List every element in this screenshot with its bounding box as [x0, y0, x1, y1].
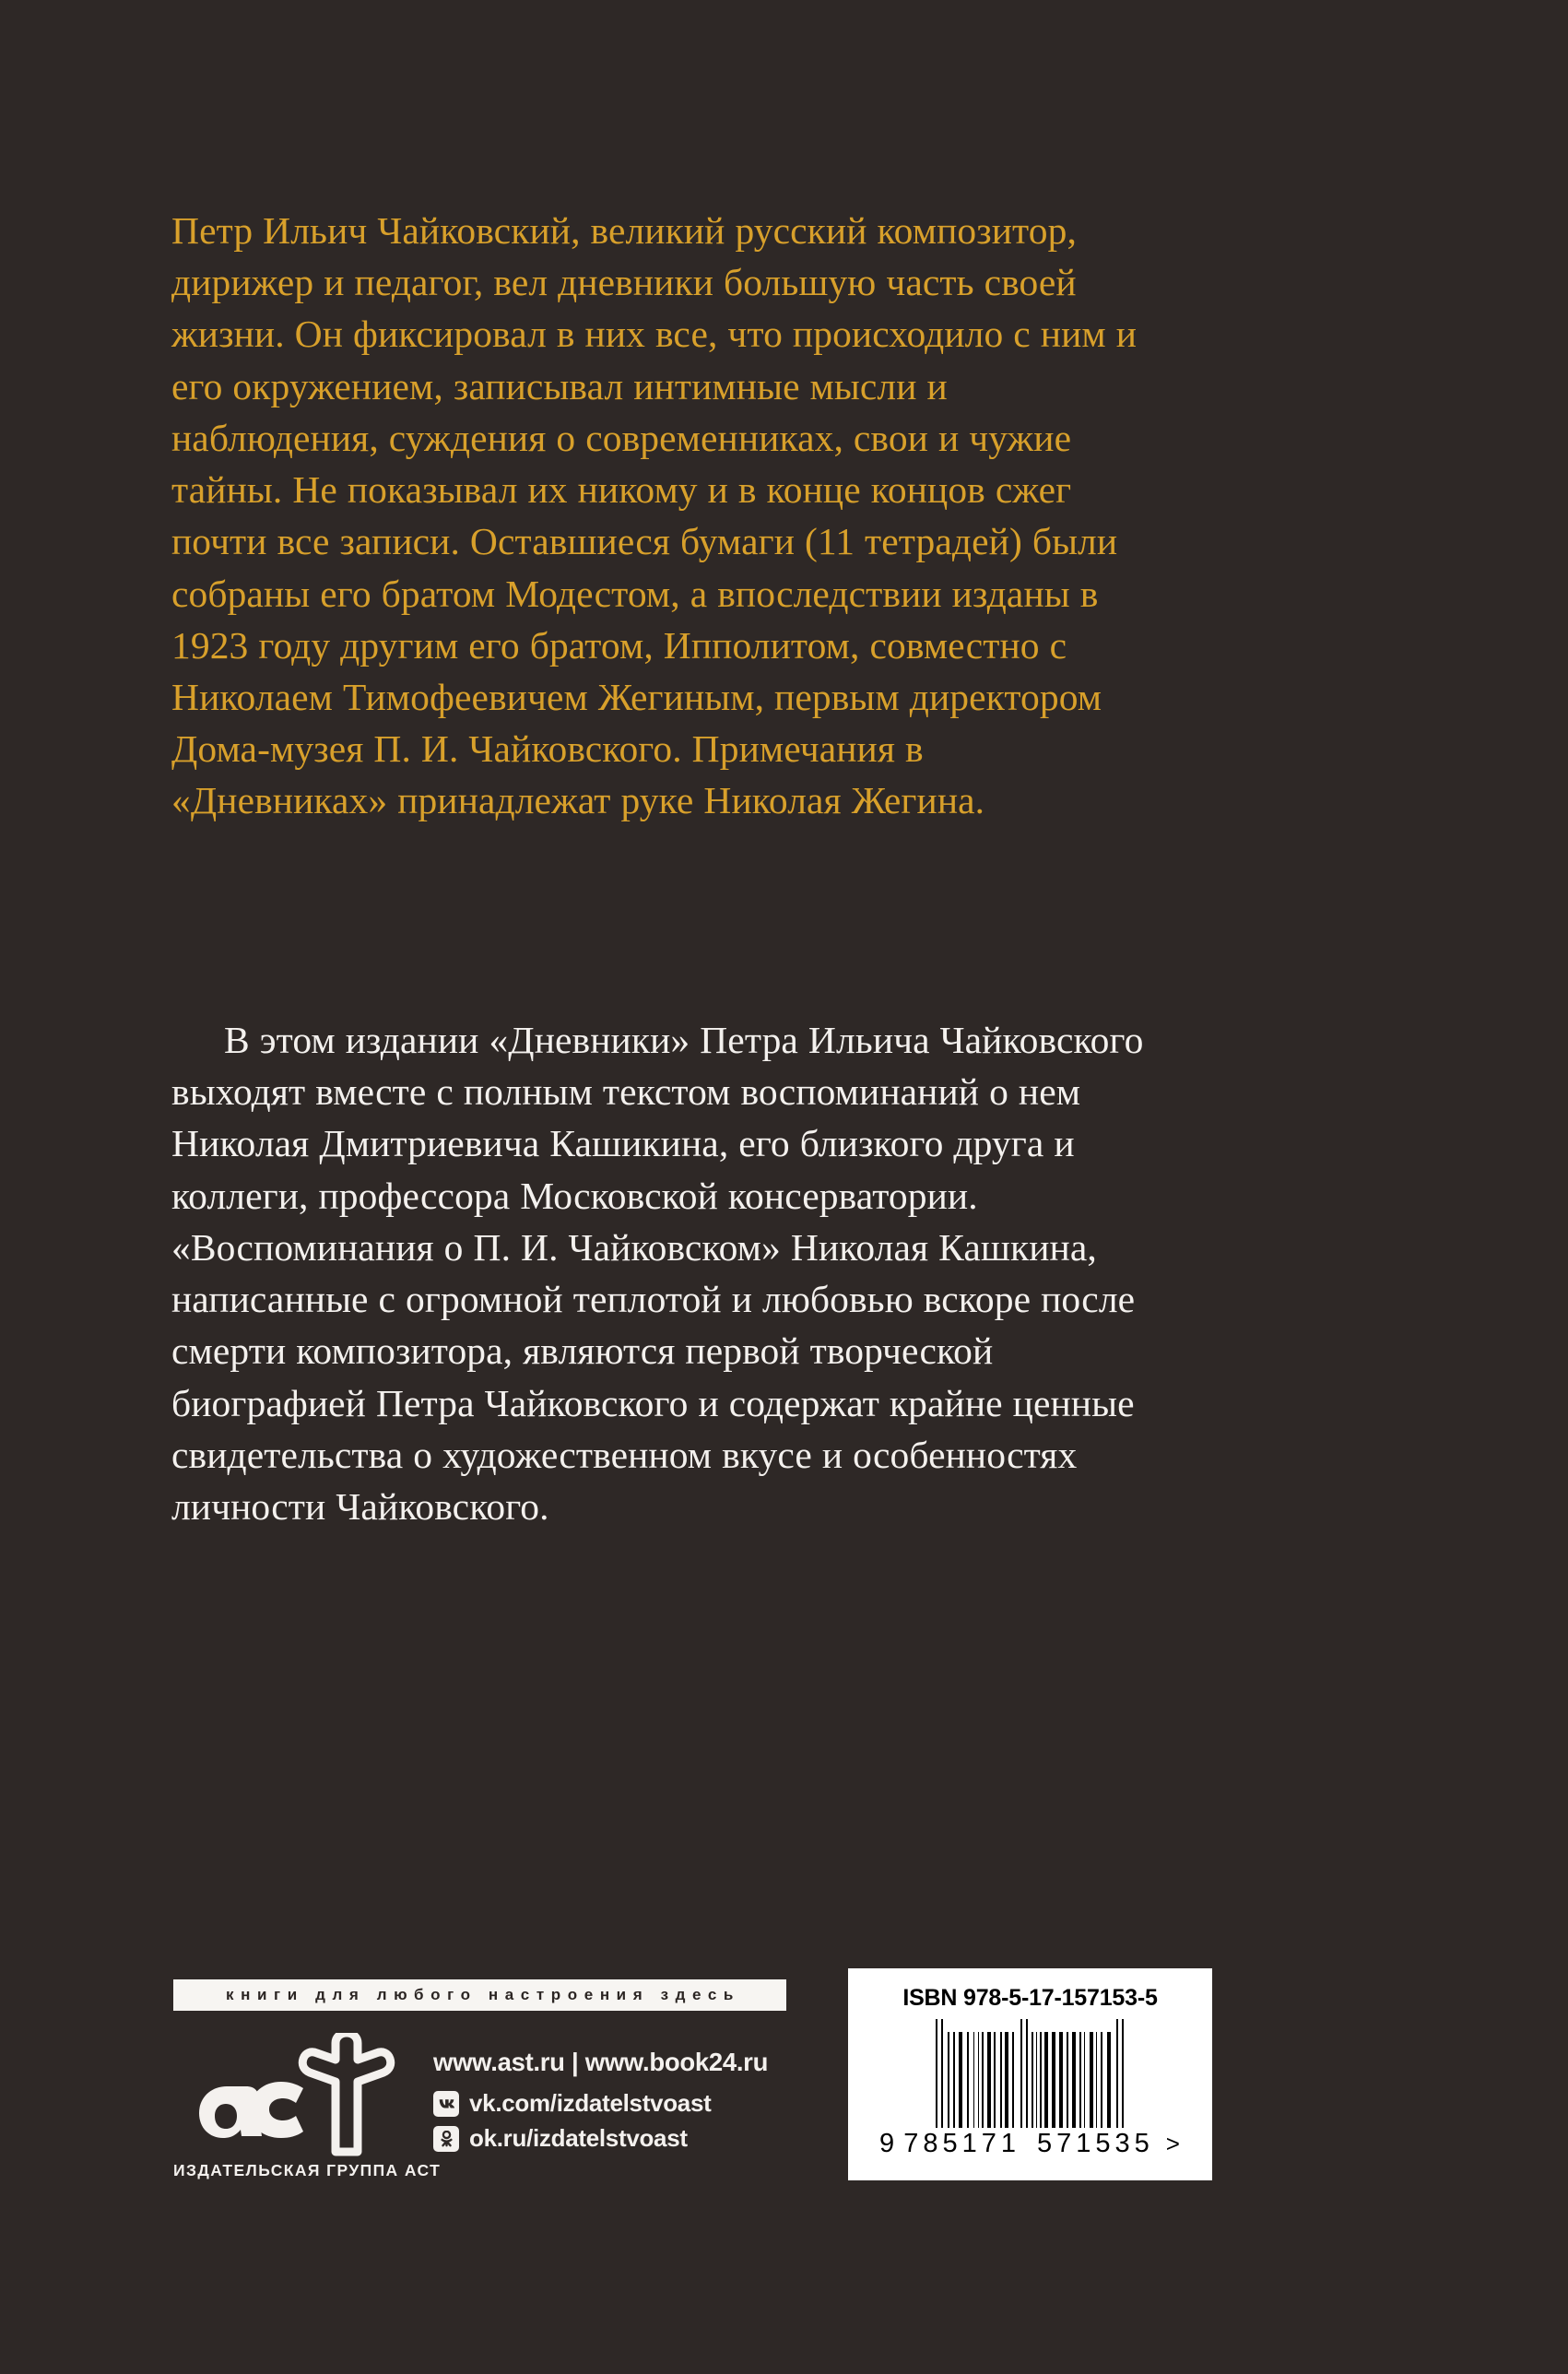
barcode-digit-tail: >	[1165, 2130, 1181, 2157]
publisher-name: ИЗДАТЕЛЬСКАЯ ГРУППА АСТ	[173, 2161, 442, 2179]
description-paragraph-white	[171, 1014, 1144, 1532]
isbn-text: ISBN 978-5-17-157153-5	[902, 1985, 1158, 2011]
barcode-digit-group-2: 571535	[1036, 2129, 1154, 2158]
publisher-logo	[173, 2033, 442, 2180]
white-paragraph-text: В этом издании «Дневники» Петра Ильича Чайковского выходят вместе с полным текстом воспоминаний о нем Николая Дмитриевича Кашикина, его близкого друга и коллеги, профессора Московской консерватории. «Воспоминания о П. И. Чайковском» Николая Кашкина, написанные с огромной теплотой и любовью вскоре после смерти композитора, являются первой творческой биографией Петра Чайковского и содержат крайне ценные свидетельства о художественном вкусе и особенностях личности Чайковского.	[171, 1019, 1144, 1528]
imprint-block	[0, 1968, 1568, 2254]
barcode-digits	[867, 2129, 1194, 2159]
website-line[interactable]: www.ast.ru | www.book24.ru	[433, 2048, 769, 2076]
ast-logo-icon	[173, 2033, 422, 2157]
social-link-ok[interactable]	[433, 2124, 768, 2153]
ok-link-text: ok.ru/izdatelstvoast	[469, 2124, 688, 2152]
tagline-banner	[173, 1979, 786, 2011]
isbn-barcode-card	[848, 1968, 1212, 2180]
gold-paragraph-text: Петр Ильич Чайковский, великий русский композитор, дирижер и педагог, вел дневники большую часть своей жизни. Он фиксировал в них все, что происходило с ним и его окружением, записывал интимные мысли и наблюдения, суждения о современниках, свои и чужие тайны. Не показывал их никому и в конце концов сжег почти все записи. Оставшиеся бумаги (11 тетрадей) были собраны его братом Модестом, а впоследствии изданы в 1923 году другим его братом, Ипполитом, совместно с Николаем Тимофеевичем Жегиным, первым директором Дома-музея П. И. Чайковского. Примечания в «Дневниках» принадлежат руке Николая Жегина.	[171, 209, 1138, 822]
publisher-links	[433, 2048, 768, 2159]
barcode-digit-group-1: 785171	[903, 2129, 1020, 2158]
tagline-text: книги для любого настроения здесь	[226, 1986, 740, 2003]
barcode-digit-lead: 9	[879, 2129, 896, 2158]
social-link-vk[interactable]	[433, 2089, 768, 2118]
description-paragraph-gold	[171, 205, 1144, 827]
vk-link-text: vk.com/izdatelstvoast	[469, 2089, 712, 2117]
barcode-bars	[867, 2019, 1194, 2128]
ok-icon	[433, 2126, 459, 2152]
vk-icon	[433, 2091, 459, 2117]
